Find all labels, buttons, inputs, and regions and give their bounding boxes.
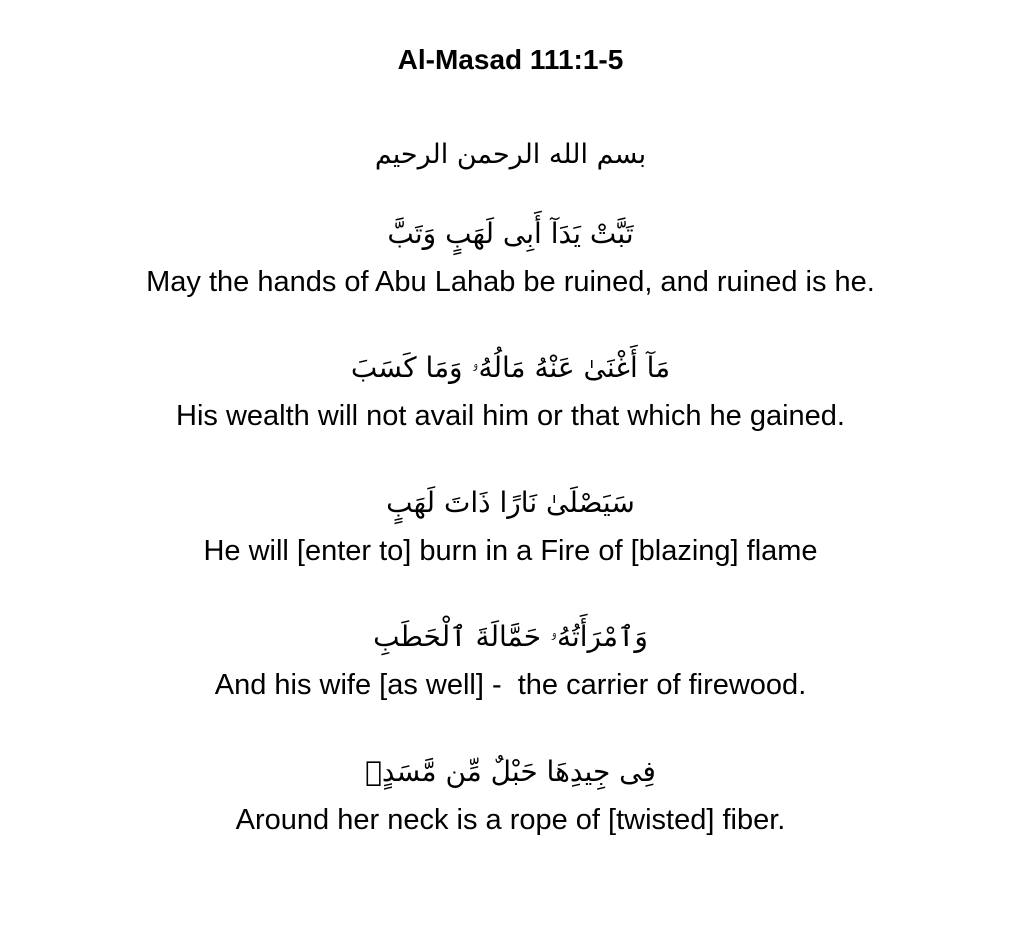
verse-translation: May the hands of Abu Lahab be ruined, and ruined is he. — [146, 266, 875, 298]
verse-translation: His wealth will not avail him or that which he gained. — [176, 400, 845, 432]
verse-5 — [0, 750, 1021, 840]
verse-arabic: سَيَصْلَىٰ نَارًا ذَاتَ لَهَبٍ — [386, 486, 635, 519]
verse-translation: And his wife [as well] - the carrier of firewood. — [214, 669, 807, 701]
verse-2 — [0, 346, 1021, 436]
verse-arabic: فِى جِيدِهَا حَبْلٌ مِّن مَّسَدٍۭ — [365, 755, 656, 788]
basmala: بسم الله الرحمن الرحيم — [374, 139, 647, 170]
verse-translation: He will [enter to] burn in a Fire of [blazing] flame — [203, 535, 818, 567]
verse-4 — [0, 615, 1021, 705]
page-title: Al-Masad 111:1-5 — [397, 44, 624, 75]
verse-1 — [0, 212, 1021, 302]
verse-translation: Around her neck is a rope of [twisted] fiber. — [235, 804, 786, 836]
verse-arabic: وَٱمْرَأَتُهُۥ حَمَّالَةَ ٱلْحَطَبِ — [373, 620, 648, 653]
verse-arabic: تَبَّتْ يَدَآ أَبِى لَهَبٍ وَتَبَّ — [387, 217, 634, 250]
verse-arabic: مَآ أَغْنَىٰ عَنْهُ مَالُهُۥ وَمَا كَسَبَ — [350, 351, 671, 384]
verse-3 — [0, 481, 1021, 571]
